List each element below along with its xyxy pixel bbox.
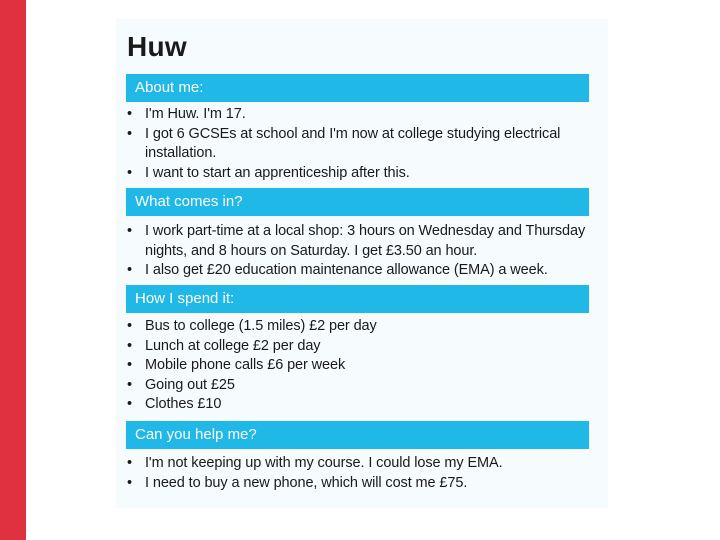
bullet-icon: • <box>127 337 132 354</box>
list-item <box>126 222 596 261</box>
list-item-text: Mobile phone calls £6 per week <box>145 357 346 374</box>
bullet-icon: • <box>127 164 132 181</box>
bullet-icon: • <box>127 376 132 393</box>
section-header-can-you-help-me: Can you help me? <box>126 421 589 449</box>
list-item <box>126 474 596 494</box>
list-item-text: I want to start an apprenticeship after this. <box>145 164 410 181</box>
list-item <box>126 164 596 184</box>
list-item-text: Clothes £10 <box>145 396 222 413</box>
list-item <box>126 317 596 337</box>
bullet-icon: • <box>127 396 132 413</box>
list-item-text: I also get £20 education maintenance allowance (EMA) a week. <box>145 262 548 278</box>
profile-card <box>116 19 608 508</box>
section-header-how-i-spend-it: How I spend it: <box>126 285 589 313</box>
list-item <box>126 261 596 281</box>
list-item <box>126 356 596 376</box>
list-item-text: Lunch at college £2 per day <box>145 337 321 354</box>
list-item <box>126 454 596 474</box>
bullet-icon: • <box>127 474 132 491</box>
list-item-text: Going out £25 <box>145 376 235 393</box>
list-item <box>126 376 596 396</box>
what-comes-in-list <box>126 222 596 281</box>
bullet-icon: • <box>127 318 132 334</box>
list-item <box>126 395 596 415</box>
about-me-list <box>126 105 596 183</box>
section-header-about-me: About me: <box>126 74 589 102</box>
can-you-help-me-list <box>126 454 596 493</box>
list-item <box>126 337 596 357</box>
bullet-icon: • <box>127 106 132 122</box>
list-item-text: I'm not keeping up with my course. I could lose my EMA. <box>145 455 503 471</box>
section-header-what-comes-in: What comes in? <box>126 188 589 216</box>
bullet-icon: • <box>127 262 132 278</box>
how-i-spend-it-list <box>126 317 596 415</box>
card-title: Huw <box>127 31 188 62</box>
bullet-icon: • <box>127 125 132 142</box>
list-item-text: I got 6 GCSEs at school and I'm now at college studying electrical installation. <box>145 125 561 161</box>
list-item-text: Bus to college (1.5 miles) £2 per day <box>145 318 377 334</box>
list-item-text: I work part-time at a local shop: 3 hours on Wednesday and Thursday nights, and 8 hours on Saturday. I get £3.50 an hour. <box>145 223 586 259</box>
list-item-text: I'm Huw. I'm 17. <box>145 106 246 122</box>
bullet-icon: • <box>127 357 132 374</box>
bullet-icon: • <box>127 455 132 471</box>
bullet-icon: • <box>127 223 132 239</box>
list-item-text: I need to buy a new phone, which will cost me £75. <box>145 474 468 491</box>
list-item <box>126 105 596 125</box>
left-accent-bar <box>0 0 26 540</box>
list-item <box>126 125 596 164</box>
